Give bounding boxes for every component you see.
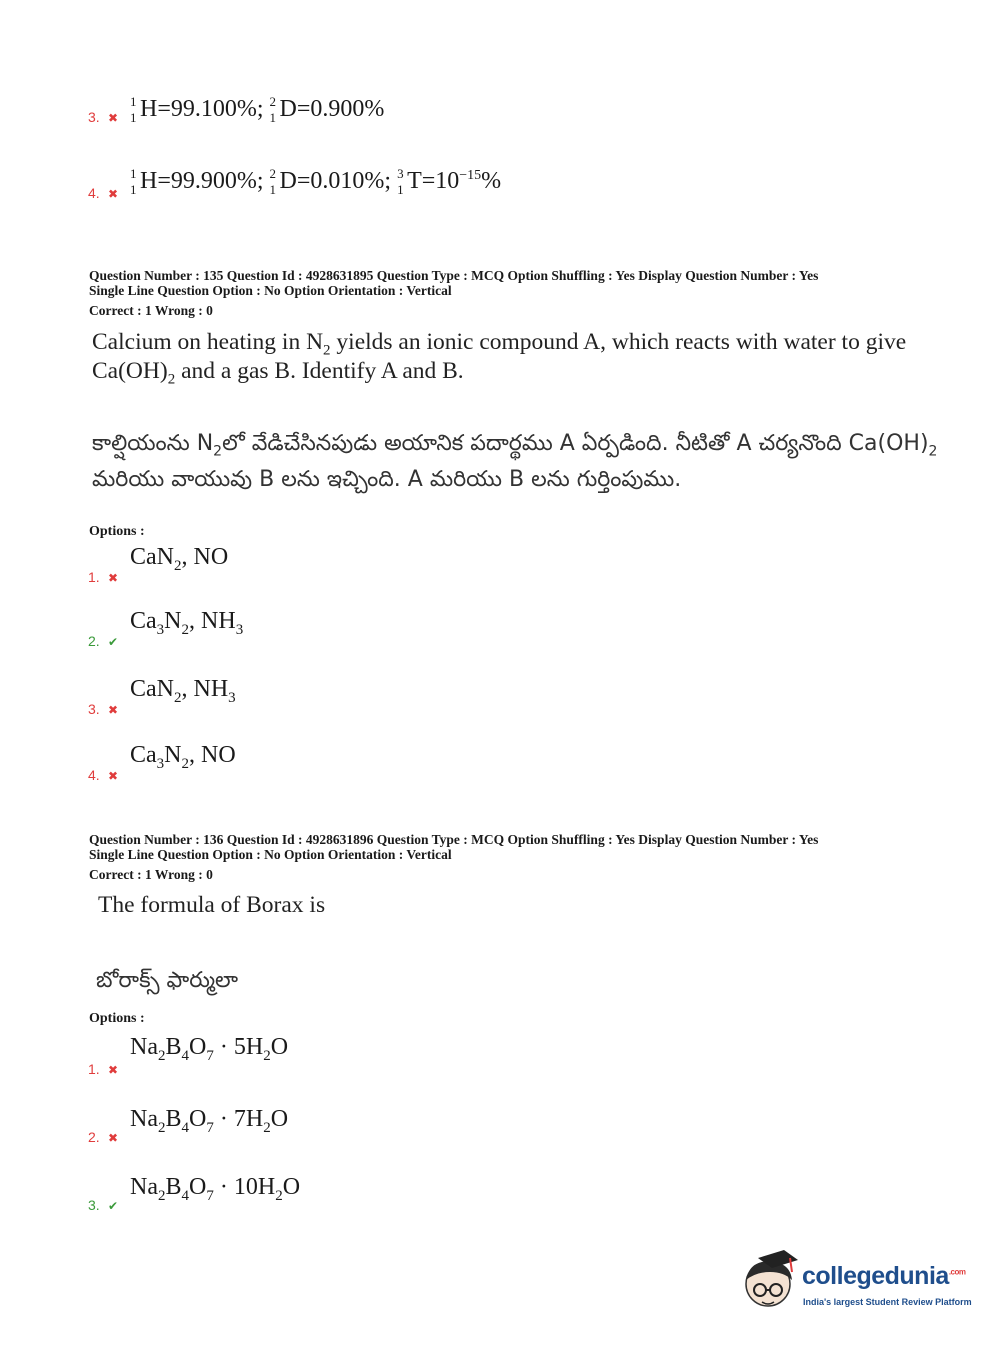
q136-option-3[interactable]: [88, 1174, 300, 1213]
logo-tagline: India's largest Student Review Platform: [803, 1297, 972, 1307]
isotope-h-notation: 1 1: [130, 166, 137, 198]
option-formula: $Na_2B_4O_7 \cdot 7H_2O$: [130, 1106, 289, 1136]
q135-meta-line-2: Single Line Question Option : No Option Orientation : Vertical: [89, 283, 452, 298]
check-icon: ✔: [108, 634, 119, 649]
q135-option-2[interactable]: [88, 608, 243, 649]
option-number: 3.: [88, 109, 100, 125]
q135-question-text-en-1: Calcium on heating in $N_2$ yields an ionic compound A, which reacts with water to give: [92, 329, 907, 359]
option-number: 2.: [88, 632, 100, 649]
cross-icon: ✖: [108, 187, 119, 201]
option-number: 3.: [88, 700, 100, 717]
q136-meta-line-2: Single Line Question Option : No Option Orientation : Vertical: [89, 847, 452, 862]
option-formula: $Na_2B_4O_7 \cdot 5H_2O$: [130, 1034, 289, 1064]
cross-icon: ✖: [108, 1062, 119, 1077]
option-formula: CaN$_2$, $NH_3$: [130, 676, 236, 706]
option-number: 4.: [88, 185, 100, 201]
option-number: 1.: [88, 1060, 100, 1077]
option-formula: $Ca_3N_2$, $NH_3$: [130, 608, 244, 638]
q135-question-text-en-2: $Ca(OH)_2$ and a gas B. Identify A and B.: [92, 358, 464, 388]
q136-meta-line-1: Question Number : 136 Question Id : 4928631896 Question Type : MCQ Option Shuffling : Yes Display Question Number : Yes: [89, 832, 819, 847]
check-icon: ✔: [108, 1198, 119, 1213]
q135-option-4[interactable]: [88, 742, 236, 783]
option-formula: 1 1 H=99.100%; 2 1 D=0.900%: [130, 94, 385, 126]
q135-option-3[interactable]: [88, 676, 236, 717]
q136-option-2[interactable]: [88, 1106, 288, 1145]
option-formula: 1 1 H=99.900%; 2 1 D=0.010%; 3 1 $T=10^{-15}\%$: [130, 166, 502, 198]
cross-icon: ✖: [108, 570, 119, 585]
q134-option-4[interactable]: [88, 168, 501, 201]
q135-options-label: Options :: [89, 524, 145, 539]
option-number: 2.: [88, 1128, 100, 1145]
option-number: 4.: [88, 766, 100, 783]
isotope-d-notation: 2 1: [269, 166, 277, 198]
option-formula: $Na_2B_4O_7 \cdot 10H_2O$: [130, 1174, 301, 1204]
q136-options-label: Options :: [89, 1011, 145, 1026]
q135-meta-line-1: Question Number : 135 Question Id : 4928631895 Question Type : MCQ Option Shuffling : Yes Display Question Number : Yes: [89, 268, 819, 283]
q136-question-text-en: The formula of Borax is: [98, 892, 326, 918]
option-number: 3.: [88, 1196, 100, 1213]
q135-question-text-te-2: మరియు వాయువు B లను ఇచ్చింది. A మరియు B లను గుర్తింపుము.: [92, 467, 682, 492]
q135-marks: Correct : 1 Wrong : 0: [89, 303, 213, 318]
cross-icon: ✖: [108, 702, 119, 717]
isotope-d-notation: 2 1: [269, 94, 277, 126]
q136-option-1[interactable]: [88, 1034, 288, 1077]
q134-option-3[interactable]: [88, 96, 384, 125]
collegedunia-logo[interactable]: [740, 1250, 970, 1320]
isotope-h-notation: 1 1: [130, 94, 137, 126]
cross-icon: ✖: [108, 111, 119, 125]
option-formula: $Ca_3N_2$, NO: [130, 742, 236, 772]
q136-marks: Correct : 1 Wrong : 0: [89, 867, 213, 882]
cross-icon: ✖: [108, 1130, 119, 1145]
q135-option-1[interactable]: [88, 544, 228, 585]
q136-question-text-te: బోరాక్స్ ఫార్ములా: [96, 968, 239, 993]
isotope-t-notation: 3 1: [397, 166, 404, 198]
option-formula: CaN$_2$, NO: [130, 544, 229, 574]
option-number: 1.: [88, 568, 100, 585]
q135-question-text-te-1: కాల్షియంను $N_2లో$ వేడిచేసినపుడు అయానిక పదార్థము A ఏర్పడింది. నీటితో A చర్యనొంది $Ca(OH)_2$: [92, 431, 938, 460]
cross-icon: ✖: [108, 768, 119, 783]
logo-wordmark: collegedunia$^{.com}$: [802, 1262, 966, 1290]
mascot-icon: [740, 1250, 800, 1312]
